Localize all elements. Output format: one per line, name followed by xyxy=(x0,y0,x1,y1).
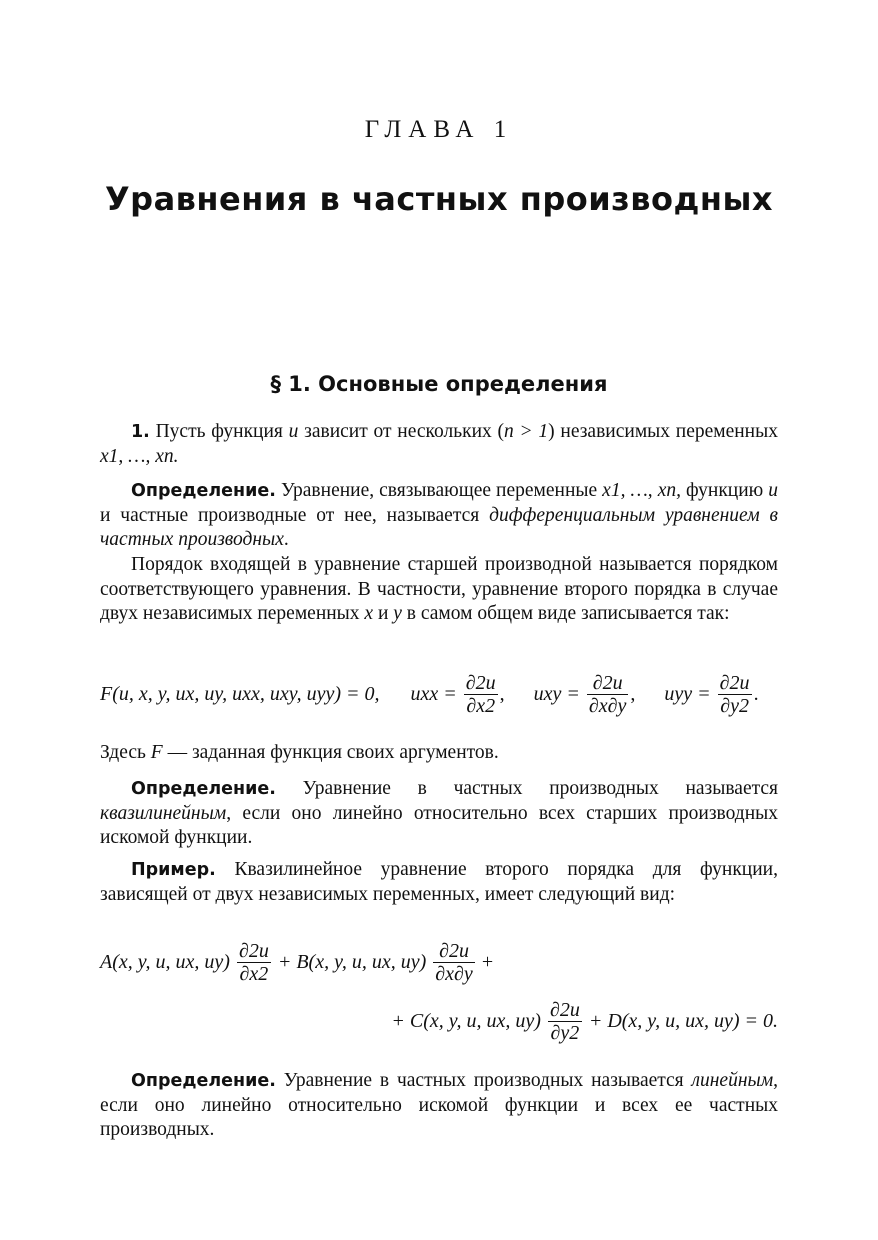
here-F: F xyxy=(150,742,163,763)
definition-1 xyxy=(100,479,778,553)
eq1-lhs: F(u, x, y, ux, uy, uxx, uxy, uyy) = 0, xyxy=(100,683,380,705)
order-text-a: Порядок входящей в уравнение старшей производной называется порядком соответствующего уравнения. В частности, уравнение второго порядка в случае двух независимых переменных xyxy=(100,554,778,624)
eq2-A: A(x, y, u, ux, uy) xyxy=(100,951,230,973)
chapter-title: Уравнения в частных производных xyxy=(104,180,774,218)
def1-vars: x1, …, xn, xyxy=(602,480,681,501)
def1-end: . xyxy=(283,529,289,550)
order-x: x xyxy=(364,603,374,624)
eq1-uxy-fraction xyxy=(587,672,629,717)
example-term: Пример. xyxy=(131,860,216,880)
eq2-frac-dy2 xyxy=(548,999,582,1044)
def2-emph: квазилинейным xyxy=(100,802,227,824)
p1-n-condition: n > 1 xyxy=(504,421,549,442)
equation-1: F(u, x, y, ux, uy, uxx, uxy, uyy) = 0, uxx = $\frac{\partial 2u}{\partial x2}$ , uxy = $\frac{\partial 2u}{\partial x\partial y}$ , uyy = $\frac{\partial 2u}{\partial y2}$ . xyxy=(100,672,759,717)
fraction-denominator: ∂x2 xyxy=(237,962,271,985)
example xyxy=(100,858,778,907)
def1-text-a: Уравнение, связывающее переменные xyxy=(280,480,598,501)
fraction-numerator: ∂2u xyxy=(592,672,623,694)
p1-u: u xyxy=(288,421,299,442)
eq2-B: + B(x, y, u, ux, uy) xyxy=(277,951,427,973)
def1-text-c: и частные производные от нее, называется xyxy=(100,504,480,526)
order-text-b: в самом общем виде записывается так: xyxy=(406,603,730,624)
eq2-plus: + xyxy=(481,951,494,973)
def2-text-b: , если оно линейно относительно всех старших производных искомой функции. xyxy=(100,802,778,848)
eq2-frac-dxdy xyxy=(433,940,475,985)
def1-u: u xyxy=(768,480,779,501)
eq2-D: + D(x, y, u, ux, uy) = 0. xyxy=(588,1010,778,1032)
fraction-numerator: ∂2u xyxy=(549,999,580,1021)
fraction-denominator: ∂x∂y xyxy=(435,963,473,985)
fraction-numerator: ∂2u xyxy=(719,672,750,694)
fraction-numerator: ∂2u xyxy=(238,940,269,962)
fraction-denominator: ∂y2 xyxy=(548,1021,582,1044)
equation-2-line-1 xyxy=(100,940,493,985)
fraction-denominator: ∂y2 xyxy=(718,694,752,717)
fraction-denominator: ∂x2 xyxy=(464,694,498,717)
section-title: § 1. Основные определения xyxy=(270,372,608,396)
eq1-uxx-label: uxx = xyxy=(410,683,457,705)
here-text-b: — заданная функция своих аргументов. xyxy=(167,742,499,763)
p1-vars: x1, …, xn. xyxy=(100,445,179,467)
eq2-frac-dx2 xyxy=(237,940,271,985)
fraction-denominator: ∂x∂y xyxy=(588,695,627,717)
order-paragraph xyxy=(100,553,778,627)
paragraph-number: 1. xyxy=(131,422,150,442)
p1-text-a: Пусть функция xyxy=(155,421,283,442)
def3-text-b: , если оно линейно относительно искомой функции и всех ее частных производных. xyxy=(100,1070,779,1140)
example-text: Квазилинейное уравнение второго порядка для функции, зависящей от двух независимых переменных, имеет следующий вид: xyxy=(100,859,778,905)
def3-emph: линейным xyxy=(691,1070,774,1091)
definition-2 xyxy=(100,777,778,851)
eq1-uyy-label: uyy = xyxy=(664,683,711,705)
def1-text-b: функцию xyxy=(686,480,764,501)
eq1-uyy-fraction xyxy=(718,672,752,717)
paragraph-1 xyxy=(100,420,778,469)
definition-3 xyxy=(100,1069,778,1143)
equation-2-line-2 xyxy=(391,999,778,1044)
definition-term: Определение. xyxy=(131,779,276,799)
def2-text-a: Уравнение в частных производных называется xyxy=(302,778,779,799)
order-and: и xyxy=(377,603,389,624)
here-text-a: Здесь xyxy=(100,742,146,763)
fraction-numerator: ∂2u xyxy=(465,672,496,694)
fraction-numerator: ∂2u xyxy=(439,940,469,962)
order-y: y xyxy=(393,603,402,624)
def1-emph: дифференциальным уравнением в частных производных xyxy=(100,504,779,550)
definition-term: Определение. xyxy=(131,481,276,501)
p1-text-mid: зависит от нескольких ( xyxy=(304,421,504,442)
def3-text-a: Уравнение в частных производных называется xyxy=(283,1070,684,1091)
eq1-uxx-fraction xyxy=(464,672,498,717)
chapter-label: ГЛАВА 1 xyxy=(364,116,514,143)
p1-text-after: ) независимых переменных xyxy=(548,421,778,442)
here-line xyxy=(100,741,778,766)
eq2-C: + C(x, y, u, ux, uy) xyxy=(391,1010,541,1032)
eq1-uxy-label: uxy = xyxy=(533,683,580,705)
definition-term: Определение. xyxy=(131,1071,276,1091)
